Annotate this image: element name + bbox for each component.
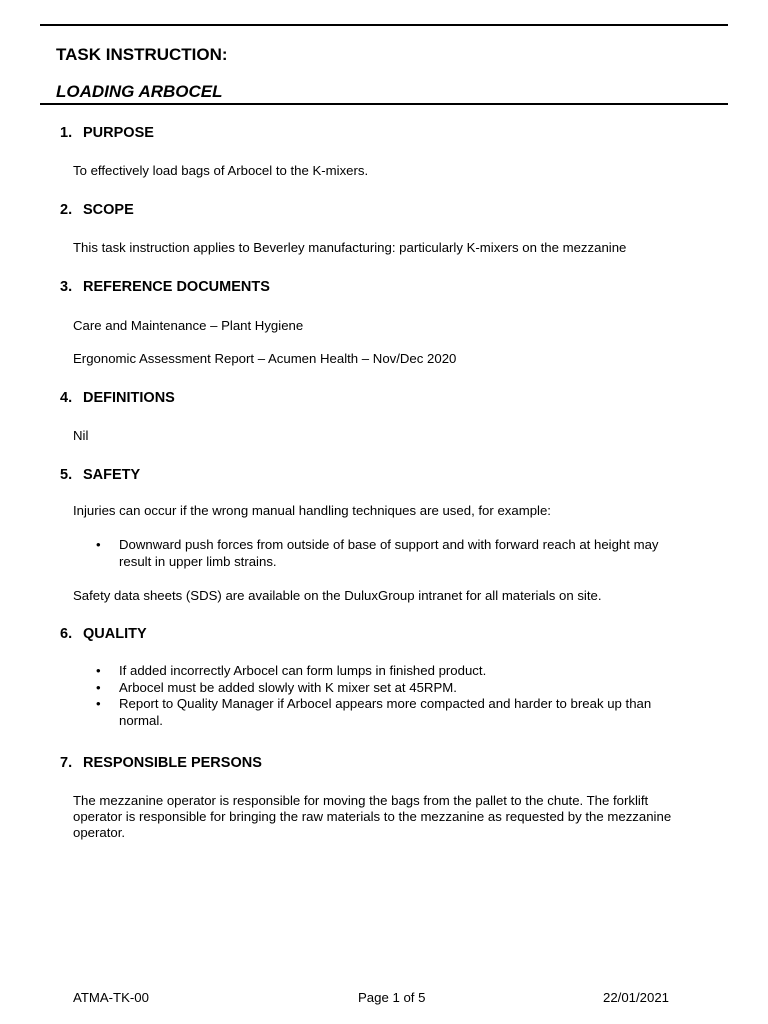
section-title: DEFINITIONS bbox=[83, 390, 175, 406]
bullet-icon: • bbox=[96, 537, 101, 552]
section-heading-safety bbox=[60, 467, 140, 483]
bullet-icon: • bbox=[96, 663, 101, 678]
header-bottom-rule bbox=[40, 103, 728, 105]
list-item-text: If added incorrectly Arbocel can form lumps in finished product. bbox=[119, 663, 487, 678]
responsible-persons-text: The mezzanine operator is responsible for moving the bags from the pallet to the chute. The forklift operator is responsible for bringing the raw materials to the mezzanine as requested by the mezzanine operator. bbox=[73, 793, 672, 840]
section-title: REFERENCE DOCUMENTS bbox=[83, 279, 270, 295]
section-heading-purpose bbox=[60, 125, 154, 141]
list-item-text: Report to Quality Manager if Arbocel appears more compacted and harder to break up than normal. bbox=[119, 696, 652, 728]
list-item-text: Arbocel must be added slowly with K mixer set at 45RPM. bbox=[119, 679, 457, 695]
document-title: LOADING ARBOCEL bbox=[56, 82, 223, 101]
section-number: 1. bbox=[60, 125, 73, 141]
section-title: SCOPE bbox=[83, 202, 134, 218]
section-number: 3. bbox=[60, 279, 73, 295]
header-top-rule bbox=[40, 24, 728, 26]
reference-document-item: Ergonomic Assessment Report – Acumen Health – Nov/Dec 2020 bbox=[73, 351, 457, 366]
section-title: PURPOSE bbox=[83, 125, 154, 141]
bullet-icon: • bbox=[96, 679, 101, 695]
section-number: 4. bbox=[60, 390, 73, 406]
footer-document-id: ATMA-TK-00 bbox=[73, 990, 149, 1005]
section-title: RESPONSIBLE PERSONS bbox=[83, 755, 262, 771]
section-heading-responsible-persons bbox=[60, 755, 262, 771]
section-heading-scope bbox=[60, 202, 134, 218]
safety-bullet-list bbox=[96, 537, 686, 570]
definitions-text: Nil bbox=[73, 428, 89, 443]
reference-document-item: Care and Maintenance – Plant Hygiene bbox=[73, 318, 304, 333]
list-item bbox=[96, 537, 686, 570]
list-item-text: Downward push forces from outside of base of support and with forward reach at height may result in upper limb strains. bbox=[119, 537, 659, 569]
quality-bullet-list bbox=[96, 663, 686, 729]
section-title: SAFETY bbox=[83, 467, 141, 483]
list-item bbox=[96, 680, 686, 697]
safety-sds-text: Safety data sheets (SDS) are available on the DuluxGroup intranet for all materials on site. bbox=[73, 588, 602, 603]
safety-intro-text: Injuries can occur if the wrong manual handling techniques are used, for example: bbox=[73, 503, 551, 518]
scope-text: This task instruction applies to Beverley manufacturing: particularly K-mixers on the mezzanine bbox=[73, 240, 627, 255]
list-item bbox=[96, 663, 686, 680]
list-item bbox=[96, 696, 686, 729]
bullet-icon: • bbox=[96, 696, 101, 711]
section-number: 7. bbox=[60, 755, 73, 771]
section-heading-reference-documents bbox=[60, 279, 270, 295]
section-number: 5. bbox=[60, 467, 73, 483]
section-heading-definitions bbox=[60, 390, 175, 406]
section-heading-quality bbox=[60, 626, 147, 642]
task-instruction-label: TASK INSTRUCTION: bbox=[56, 45, 228, 64]
section-number: 2. bbox=[60, 202, 73, 218]
section-title: QUALITY bbox=[83, 626, 147, 642]
section-number: 6. bbox=[60, 626, 73, 642]
footer-date: 22/01/2021 bbox=[603, 990, 670, 1005]
footer-page-number: Page 1 of 5 bbox=[358, 990, 426, 1005]
purpose-text: To effectively load bags of Arbocel to the K-mixers. bbox=[73, 163, 369, 178]
